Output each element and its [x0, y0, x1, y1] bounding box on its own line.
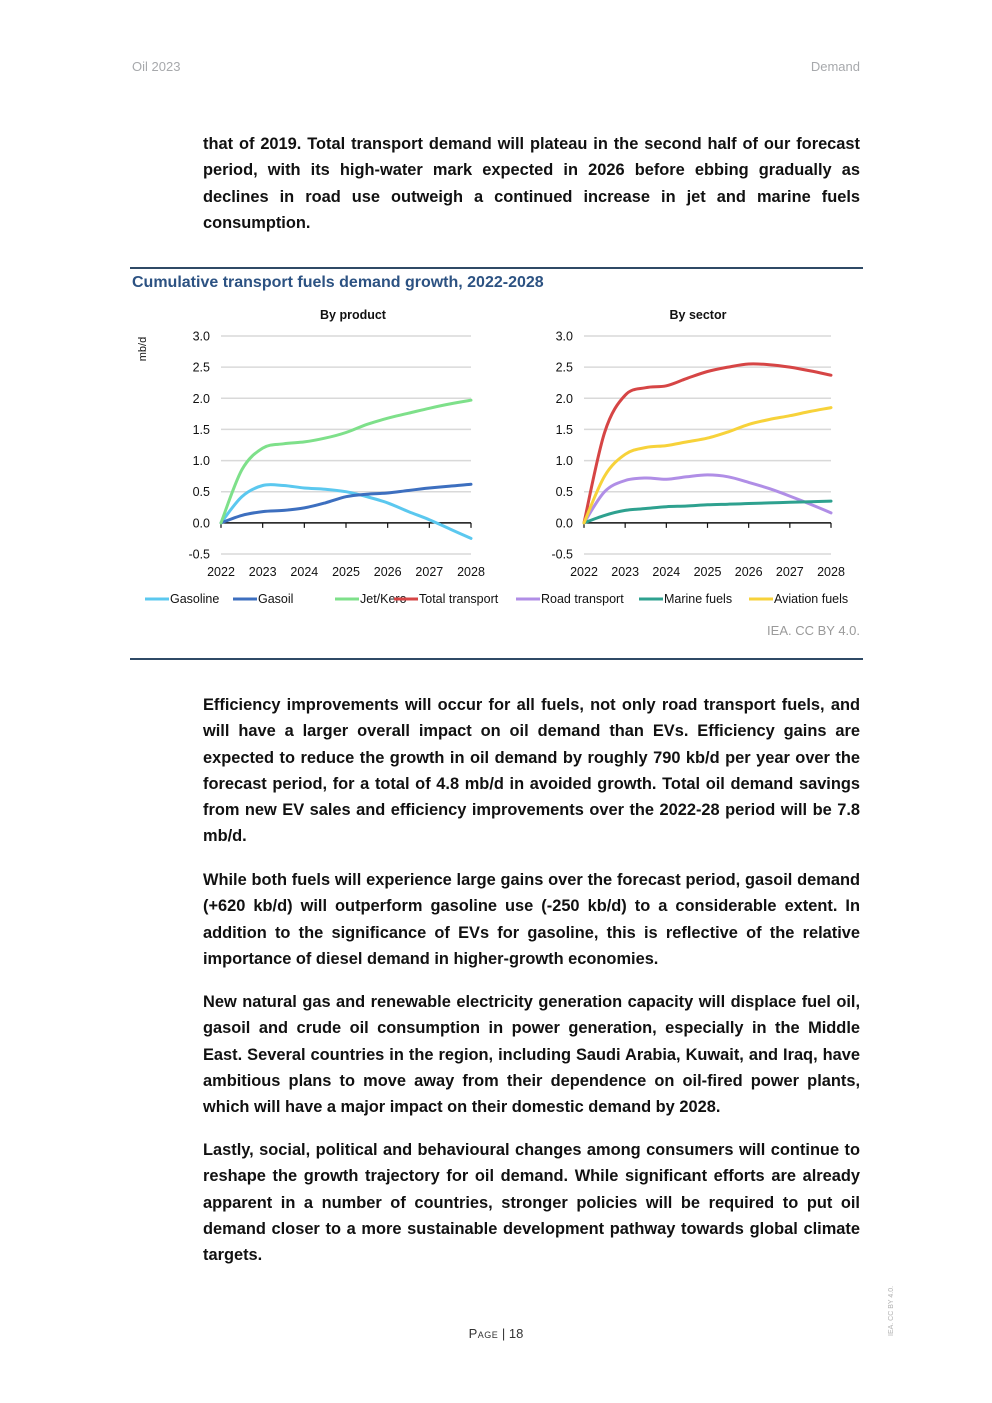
y-tick-label: 0.0 — [555, 516, 573, 531]
chart-title-2: By sector — [669, 308, 727, 322]
x-tick-label: 2023 — [611, 565, 640, 579]
x-tick-label: 2025 — [332, 565, 360, 579]
y-tick-label: 2.0 — [192, 391, 210, 406]
side-credit: IEA. CC BY 4.0. — [888, 1285, 895, 1336]
y-tick-label: 2.5 — [192, 360, 210, 375]
paragraph-3: While both fuels will experience large gains over the forecast period, gasoil demand (+620 kb/d) will outperform gasoline use (-250 kb/d) to a considerable extent. In addition to the significance of EVs for gasoline, this is reflective of the relative importance of diesel demand in higher-growth economies. — [203, 871, 860, 968]
legend-label-aviation-fuels: Aviation fuels — [774, 592, 849, 606]
x-tick-label: 2027 — [415, 565, 444, 579]
y-tick-label: 1.5 — [555, 422, 573, 437]
y-axis-label: mb/d — [137, 336, 149, 362]
x-tick-label: 2025 — [693, 565, 722, 579]
legend-label-jet-kero: Jet/Kero — [360, 592, 407, 606]
y-tick-label: 0.0 — [192, 516, 210, 531]
x-tick-label: 2026 — [734, 565, 763, 579]
paragraph-4: New natural gas and renewable electricity generation capacity will displace fuel oil, gasoil and crude oil consumption in power generation, especially in the Middle East. Several countries in the region, including Saudi Arabia, Kuwait, and Iraq, have ambitious plans to move away from their dependence on oil-fired power plants, which will have a major impact on their domestic demand by 2028. — [203, 993, 860, 1117]
paragraph-2: Efficiency improvements will occur for all fuels, not only road transport fuels, and will have a larger overall impact on oil demand than EVs. Efficiency gains are expected to reduce the growth in oil demand by roughly 790 kb/d per year over the forecast period, for a total of 4.8 mb/d in avoided growth. Total oil demand savings from new EV sales and efficiency improvements over the 2022-28 period will be 7.8 mb/d. — [203, 696, 860, 846]
y-tick-label: 1.5 — [192, 422, 210, 437]
y-tick-label: 1.0 — [555, 454, 573, 469]
x-tick-label: 2022 — [570, 565, 598, 579]
y-tick-label: 3.0 — [555, 329, 573, 344]
figure-credit: IEA. CC BY 4.0. — [767, 623, 860, 638]
paragraph-5: Lastly, social, political and behavioural changes among consumers will continue to reshape the growth trajectory for oil demand. While significant efforts are already apparent in a number of countries, stronger policies will be required to put oil demand closer to a more sustainable development pathway towards global climate targets. — [203, 1141, 860, 1265]
page-separator: | — [501, 1326, 506, 1341]
x-tick-label: 2027 — [775, 565, 804, 579]
y-tick-label: 2.5 — [555, 360, 573, 375]
x-tick-label: 2022 — [207, 565, 235, 579]
y-tick-label: 1.0 — [192, 454, 210, 469]
x-tick-label: 2024 — [290, 565, 319, 579]
legend-label-gasoil: Gasoil — [258, 592, 294, 606]
legend-label-road-transport: Road transport — [541, 592, 624, 606]
figure-bottom-rule — [130, 658, 863, 660]
series-line-jet-kero — [221, 400, 471, 523]
x-tick-label: 2023 — [248, 565, 277, 579]
paragraph-1: that of 2019. Total transport demand will plateau in the second half of our forecast period, with its high-water mark expected in 2026 before ebbing gradually as declines in road use outweigh a continued increase in jet and marine fuels consumption. — [203, 135, 860, 232]
y-tick-label: 2.0 — [555, 391, 573, 406]
legend-label-gasoline: Gasoline — [170, 592, 220, 606]
chart-title-1: By product — [320, 308, 386, 322]
y-tick-label: -0.5 — [188, 547, 210, 562]
y-tick-label: -0.5 — [551, 547, 573, 562]
figure-charts — [0, 0, 992, 700]
x-tick-label: 2024 — [652, 565, 681, 579]
header-section-title: Demand — [810, 59, 860, 74]
x-tick-label: 2026 — [373, 565, 402, 579]
page-number — [0, 1326, 992, 1341]
page-word: Page — [468, 1326, 499, 1341]
x-tick-label: 2028 — [457, 565, 485, 579]
series-line-marine-fuels — [584, 501, 831, 523]
x-tick-label: 2028 — [817, 565, 845, 579]
y-tick-label: 0.5 — [555, 485, 573, 500]
legend-label-total-transport: Total transport — [419, 592, 499, 606]
figure-title: Cumulative transport fuels demand growth, 2022-2028 — [132, 274, 544, 291]
header-doc-title: Oil 2023 — [132, 59, 181, 74]
series-line-road-transport — [584, 475, 831, 523]
y-tick-label: 3.0 — [192, 329, 210, 344]
legend-label-marine-fuels: Marine fuels — [664, 592, 733, 606]
page-number-value: 18 — [508, 1326, 524, 1341]
series-line-gasoil — [221, 484, 471, 523]
y-tick-label: 0.5 — [192, 485, 210, 500]
